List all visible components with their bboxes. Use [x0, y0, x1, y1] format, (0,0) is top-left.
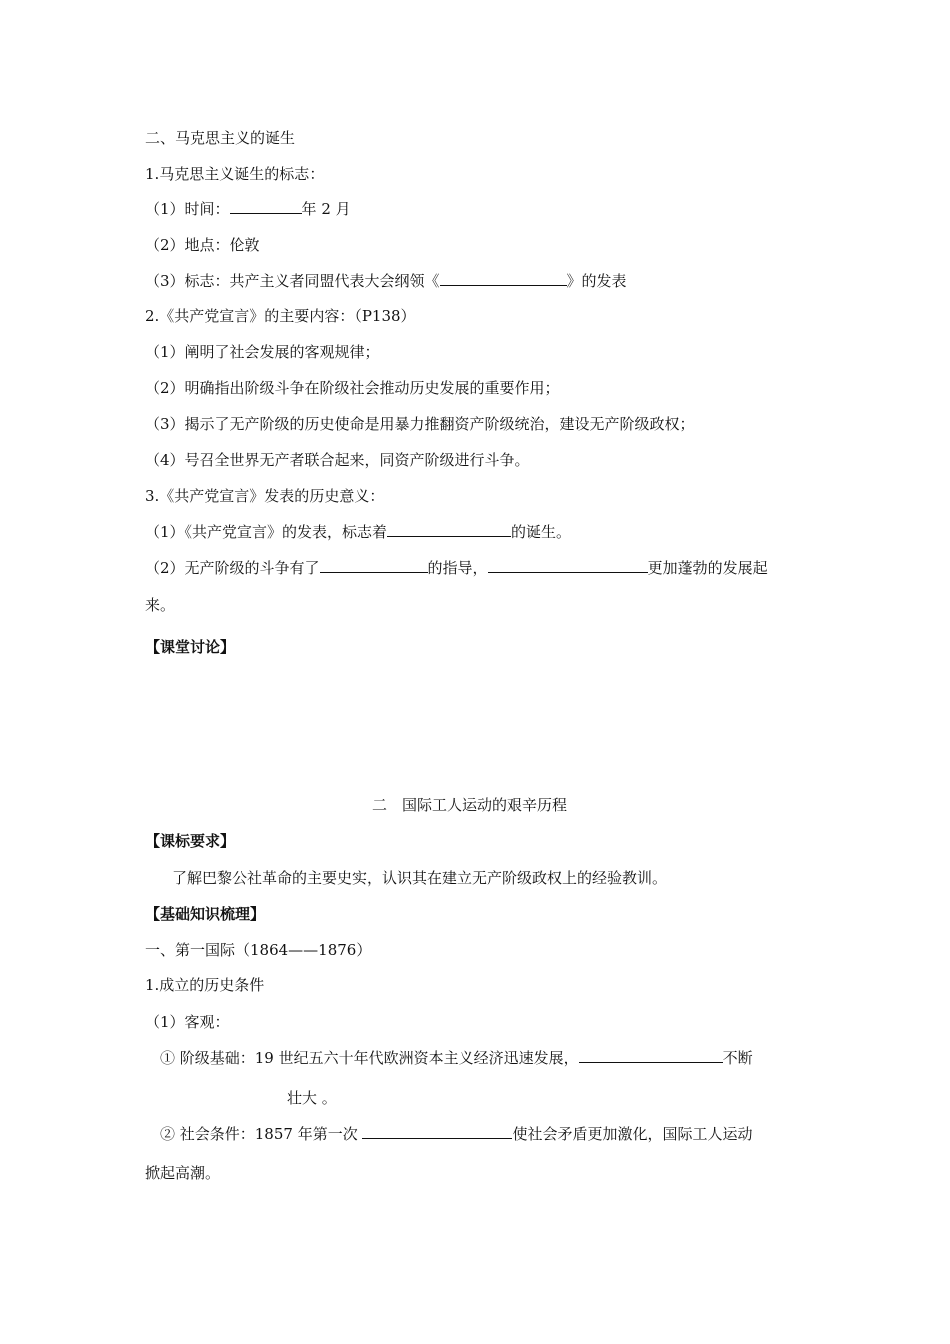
place-line: （2）地点：伦敦: [145, 236, 260, 254]
guidance-blank: [320, 558, 428, 573]
time-blank: [230, 199, 302, 214]
content-item: （1）阐明了社会发展的客观规律；: [145, 343, 380, 361]
question-1-title: 1.马克思主义诞生的标志：: [145, 165, 325, 183]
social-condition-cont: 掀起高潮。: [145, 1164, 221, 1182]
significance-2: （2）无产阶级的斗争有了 的指导， 更加蓬勃的发展起: [145, 559, 768, 577]
significance-blank: [387, 522, 511, 537]
content-item: （3）揭示了无产阶级的历史使命是用暴力推翻资产阶级统治，建设无产阶级政权；: [145, 415, 695, 433]
lesson-title: 二 国际工人运动的艰辛历程: [372, 796, 568, 814]
class-basis-cont: 壮大 。: [287, 1089, 337, 1107]
movement-blank: [488, 558, 648, 573]
content-item: （4）号召全世界无产者联合起来，同资产阶级进行斗争。: [145, 451, 530, 469]
class-basis-blank: [579, 1048, 723, 1063]
conditions-title: 1.成立的历史条件: [145, 976, 265, 994]
content-item: （2）明确指出阶级斗争在阶级社会推动历史发展的重要作用；: [145, 379, 560, 397]
significance-2-cont: 来。: [145, 596, 176, 614]
significance-1: （1）《共产党宣言》的发表，标志着 的诞生。: [145, 523, 572, 541]
crisis-blank: [362, 1124, 512, 1139]
sign-line: （3）标志：共产主义者同盟代表大会纲领《 》的发表: [145, 272, 627, 290]
standard-heading: 【课标要求】: [145, 832, 236, 850]
standard-text: 了解巴黎公社革命的主要史实，认识其在建立无产阶级政权上的经验教训。: [172, 869, 668, 887]
first-international-heading: 一、第一国际（1864——1876）: [145, 941, 372, 959]
program-name-blank: [440, 271, 567, 286]
question-3-title: 3.《共产党宣言》发表的历史意义：: [145, 487, 385, 505]
basics-heading: 【基础知识梳理】: [145, 905, 266, 923]
social-condition-line: ② 社会条件：1857 年第一次 使社会矛盾更加激化，国际工人运动: [160, 1125, 753, 1143]
discussion-heading: 【课堂讨论】: [145, 638, 236, 656]
objective-label: （1）客观：: [145, 1013, 230, 1031]
class-basis-line: ① 阶级基础：19 世纪五六十年代欧洲资本主义经济迅速发展， 不断: [160, 1049, 753, 1067]
section-heading: 二、马克思主义的诞生: [145, 129, 296, 147]
time-line: （1）时间： 年 2 月: [145, 200, 351, 218]
question-2-title: 2.《共产党宣言》的主要内容：（P138）: [145, 307, 416, 325]
